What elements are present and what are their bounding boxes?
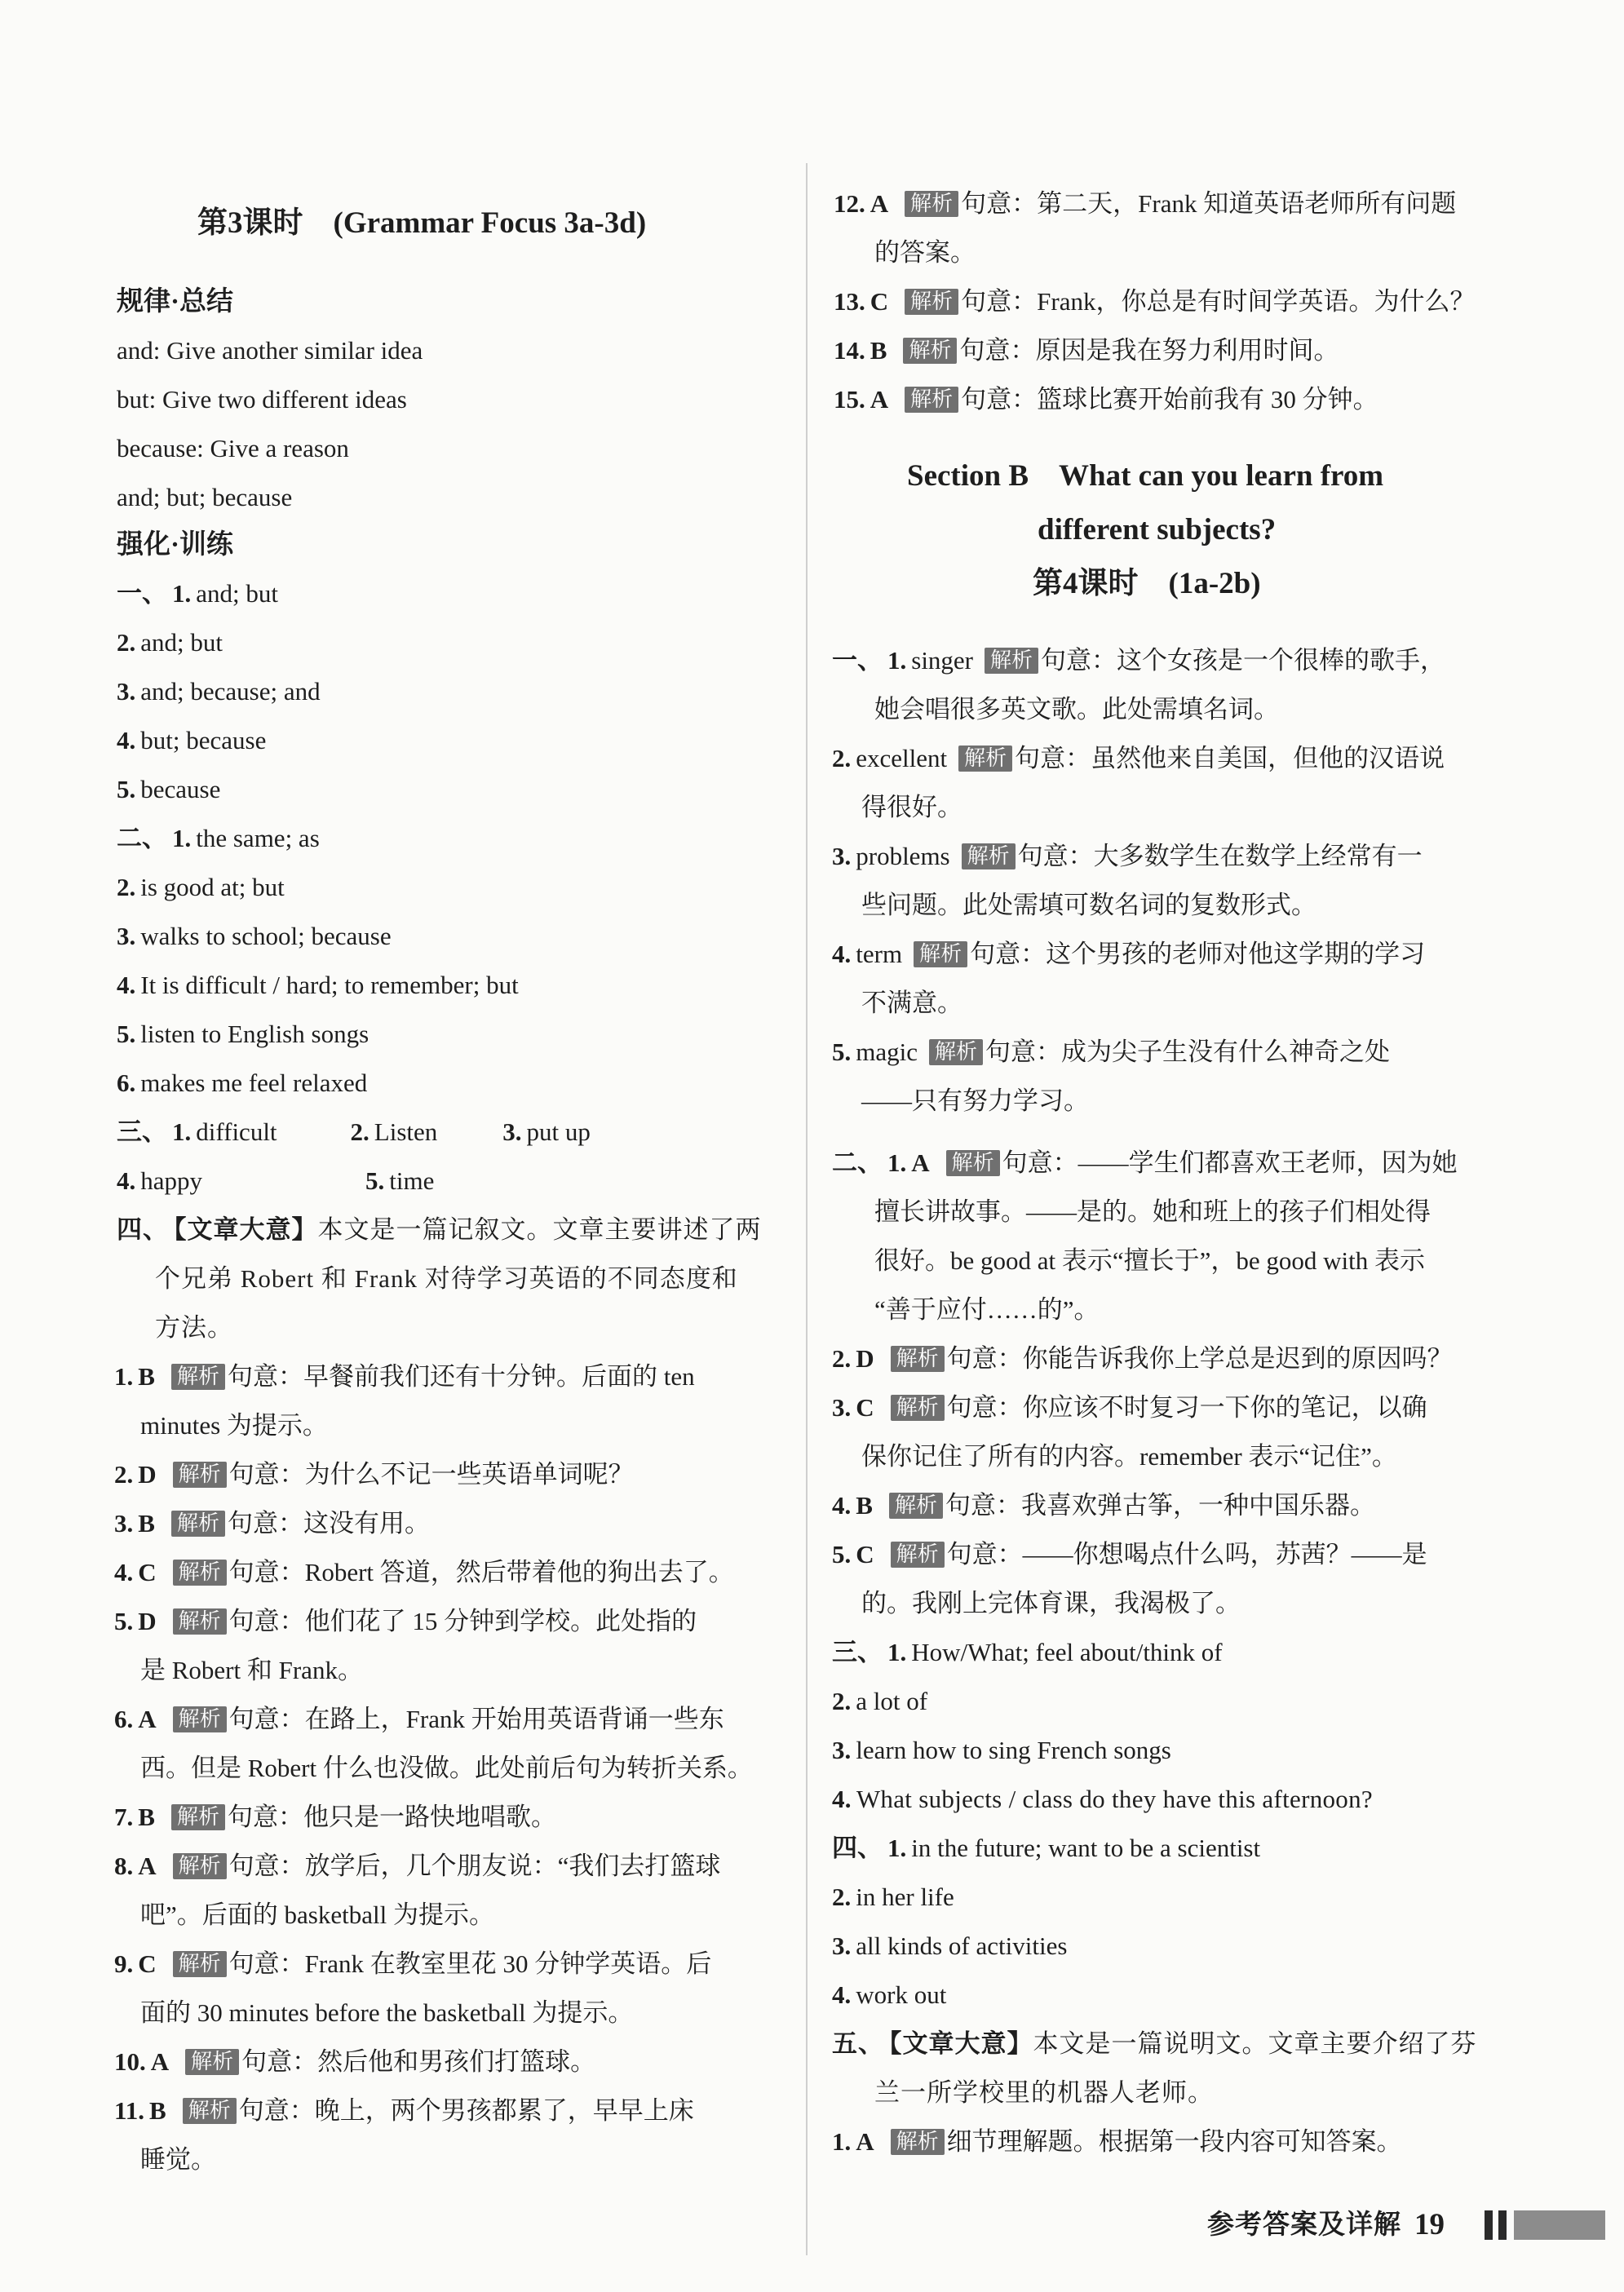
answer-item: 2. is good at; but [117,873,285,901]
analysis-tag: 解析 [171,1804,225,1830]
answer-continuation: 擅长讲故事。——是的。她和班上的孩子们相处得 [874,1197,1431,1226]
part-prefix: 五、 [832,2029,884,2058]
analysis-tag: 解析 [905,289,958,315]
article-summary-line: 方法。 [155,1313,233,1342]
analysis-tag: 解析 [173,1560,227,1586]
answer-item: 5. listen to English songs [117,1020,369,1048]
answer-item: 4. term 解析 句意：这个男孩的老师对他这学期的学习 [832,940,1426,968]
answer-item: 6. A 解析 句意：在路上，Frank 开始用英语背诵一些东 [114,1705,724,1733]
answer-item: 3. learn how to sing French songs [832,1736,1171,1764]
answer-item: 2. a lot of [832,1687,928,1715]
answer-item: 4. but; because [117,726,267,754]
answer-continuation: ——只有努力学习。 [861,1086,1089,1115]
summary-line: but: Give two different ideas [117,385,407,414]
answer-item: 14. B 解析 句意：原因是我在努力利用时间。 [834,336,1339,365]
summary-label: 【文章大意】 [174,1215,318,1244]
analysis-tag: 解析 [173,1951,227,1977]
lesson-title: 第4课时 (1a-2b) [1033,567,1261,600]
summary-label: 【文章大意】 [889,2029,1033,2058]
answer-item: 3. and; because; and [117,677,321,706]
summary-heading: 规律·总结 [117,287,234,316]
answer-continuation: 西。但是 Robert 什么也没做。此处前后句为转折关系。 [140,1754,753,1782]
answer-item: 6. makes me feel relaxed [117,1069,368,1097]
analysis-tag: 解析 [889,1493,943,1519]
part-prefix: 一、 [832,646,883,675]
answer-item: 5. D 解析 句意：他们花了 15 分钟到学校。此处指的 [114,1607,697,1635]
answer-item: 三、 1. How/What; feel about/think of [832,1638,1223,1666]
answer-item: 8. A 解析 句意：放学后，几个朋友说：“我们去打篮球 [114,1852,721,1880]
answer-item: 3. walks to school; because [117,922,392,950]
answer-item: 7. B 解析 句意：他只是一路快地唱歌。 [114,1803,556,1831]
article-summary-line: 兰一所学校里的机器人老师。 [874,2078,1214,2107]
summary-line: because: Give a reason [117,434,349,462]
answer-continuation: 些问题。此处需填可数名词的复数形式。 [861,891,1316,919]
answer-item: 4. work out [832,1980,947,2009]
analysis-tag: 解析 [914,941,967,967]
answer-item: 四、 1. in the future; want to be a scientist [832,1834,1261,1862]
answer-item: 1. B 解析 句意：早餐前我们还有十分钟。后面的 ten [114,1362,695,1391]
analysis-tag: 解析 [905,387,958,413]
answer-continuation: 她会唱很多英文歌。此处需填名词。 [874,695,1279,723]
answer-item: 二、 1. the same; as [117,824,320,852]
answer-item: 4. It is difficult / hard; to remember; but [117,971,519,999]
answer-item: 5. C 解析 句意：——你想喝点什么吗，苏茜？——是 [832,1540,1427,1569]
answer-item: 4. B 解析 句意：我喜欢弹古筝，一种中国乐器。 [832,1491,1375,1520]
part-prefix: 四、 [117,1215,169,1244]
answer-item: 5. magic 解析 句意：成为尖子生没有什么神奇之处 [832,1038,1391,1066]
answer-item: 3. all kinds of activities [832,1931,1068,1960]
analysis-tag: 解析 [929,1039,983,1065]
section-title: different subjects? [1038,513,1277,546]
column-divider [806,163,808,2255]
answer-item: 11. B 解析 句意：晚上，两个男孩都累了，早早上床 [114,2096,694,2125]
analysis-tag: 解析 [173,1608,227,1635]
analysis-tag: 解析 [185,2049,239,2075]
part-prefix: 四、 [832,1834,883,1862]
analysis-tag: 解析 [171,1364,225,1390]
part-prefix: 二、 [832,1148,883,1177]
answer-item: 二、 1. A 解析 句意：——学生们都喜欢王老师，因为她 [832,1148,1458,1177]
part-prefix: 二、 [117,824,167,852]
analysis-tag: 解析 [173,1706,227,1732]
answer-row: 4. happy 5. time [117,1166,435,1195]
article-summary: 四、 【文章大意】本文是一篇记叙文。文章主要讲述了两 [117,1215,762,1244]
answer-continuation: 不满意。 [861,989,962,1017]
answer-continuation: 保你记住了所有的内容。remember 表示“记住”。 [861,1442,1397,1471]
analysis-tag: 解析 [891,1395,945,1421]
answer-item: 15. A 解析 句意：篮球比赛开始前我有 30 分钟。 [834,385,1378,414]
part-prefix: 一、 [117,579,167,608]
answer-item: 一、 1. and; but [117,579,278,608]
answer-item: 10. A 解析 句意：然后他和男孩们打篮球。 [114,2047,596,2076]
answer-item: 4. What subjects / class do they have this afternoon? [832,1785,1373,1813]
analysis-tag: 解析 [173,1853,227,1879]
part-prefix: 三、 [832,1638,883,1666]
analysis-tag: 解析 [903,338,957,364]
answer-item: 2. D 解析 句意：你能告诉我你上学总是迟到的原因吗？ [832,1344,1453,1373]
answer-item: 3. problems 解析 句意：大多数学生在数学上经常有一 [832,842,1423,870]
analysis-tag: 解析 [171,1511,225,1537]
article-summary-line: 个兄弟 Robert 和 Frank 对待学习英语的不同态度和 [155,1264,738,1293]
summary-line: and; but; because [117,483,293,511]
answer-continuation: “善于应付……的”。 [874,1295,1100,1324]
analysis-tag: 解析 [958,746,1012,772]
analysis-tag: 解析 [985,648,1038,674]
summary-line: and: Give another similar idea [117,336,423,365]
answer-continuation: 的。我刚上完体育课，我渴极了。 [861,1589,1241,1617]
answer-continuation: 很好。be good at 表示“擅长于”，be good with 表示 [874,1246,1426,1275]
answer-row: 三、 1. difficult 2. Listen 3. put up [117,1117,591,1146]
answer-item: 5. because [117,775,221,803]
page-number: 19 [1414,2208,1445,2241]
answer-continuation: 是 Robert 和 Frank。 [140,1656,363,1684]
analysis-tag: 解析 [183,2098,237,2124]
answer-continuation: 吧”。后面的 basketball 为提示。 [140,1900,494,1929]
analysis-tag: 解析 [946,1150,1000,1176]
footer-label: 参考答案及详解 [1207,2210,1401,2240]
answer-item: 3. C 解析 句意：你应该不时复习一下你的笔记，以确 [832,1393,1427,1422]
answer-item: 2. in her life [832,1883,954,1911]
answer-item: 4. C 解析 句意：Robert 答道，然后带着他的狗出去了。 [114,1558,734,1586]
answer-continuation: 睡觉。 [140,2145,216,2174]
answer-item: 1. A 解析 细节理解题。根据第一段内容可知答案。 [832,2127,1402,2156]
answer-continuation: minutes 为提示。 [140,1411,328,1440]
answer-item: 9. C 解析 句意：Frank 在教室里花 30 分钟学英语。后 [114,1949,712,1978]
analysis-tag: 解析 [891,1346,945,1372]
answer-item: 3. B 解析 句意：这没有用。 [114,1509,430,1538]
answer-item: 13. C 解析 句意：Frank，你总是有时间学英语。为什么？ [834,287,1476,316]
analysis-tag: 解析 [173,1462,227,1488]
part-prefix: 三、 [117,1117,167,1146]
analysis-tag: 解析 [891,1542,945,1568]
analysis-tag: 解析 [962,843,1016,869]
answer-continuation: 的答案。 [874,238,976,267]
answer-continuation: 面的 30 minutes before the basketball 为提示。 [140,1998,634,2027]
practice-heading: 强化·训练 [117,530,234,560]
answer-item: 2. and; but [117,628,223,657]
answer-item: 2. excellent 解析 句意：虽然他来自美国，但他的汉语说 [832,744,1445,772]
answer-continuation: 得很好。 [861,793,962,821]
analysis-tag: 解析 [891,2129,945,2155]
article-summary: 五、 【文章大意】本文是一篇说明文。文章主要介绍了芬 [832,2029,1477,2058]
answer-item: 2. D 解析 句意：为什么不记一些英语单词呢？ [114,1460,634,1489]
analysis-tag: 解析 [905,191,958,217]
lesson-title: 第3课时 (Grammar Focus 3a-3d) [197,206,647,240]
answer-item: 一、 1. singer 解析 句意：这个女孩是一个很棒的歌手， [832,646,1446,675]
section-title: Section B What can you learn from [907,459,1384,493]
answer-item: 12. A 解析 句意：第二天，Frank 知道英语老师所有问题 [834,189,1457,218]
